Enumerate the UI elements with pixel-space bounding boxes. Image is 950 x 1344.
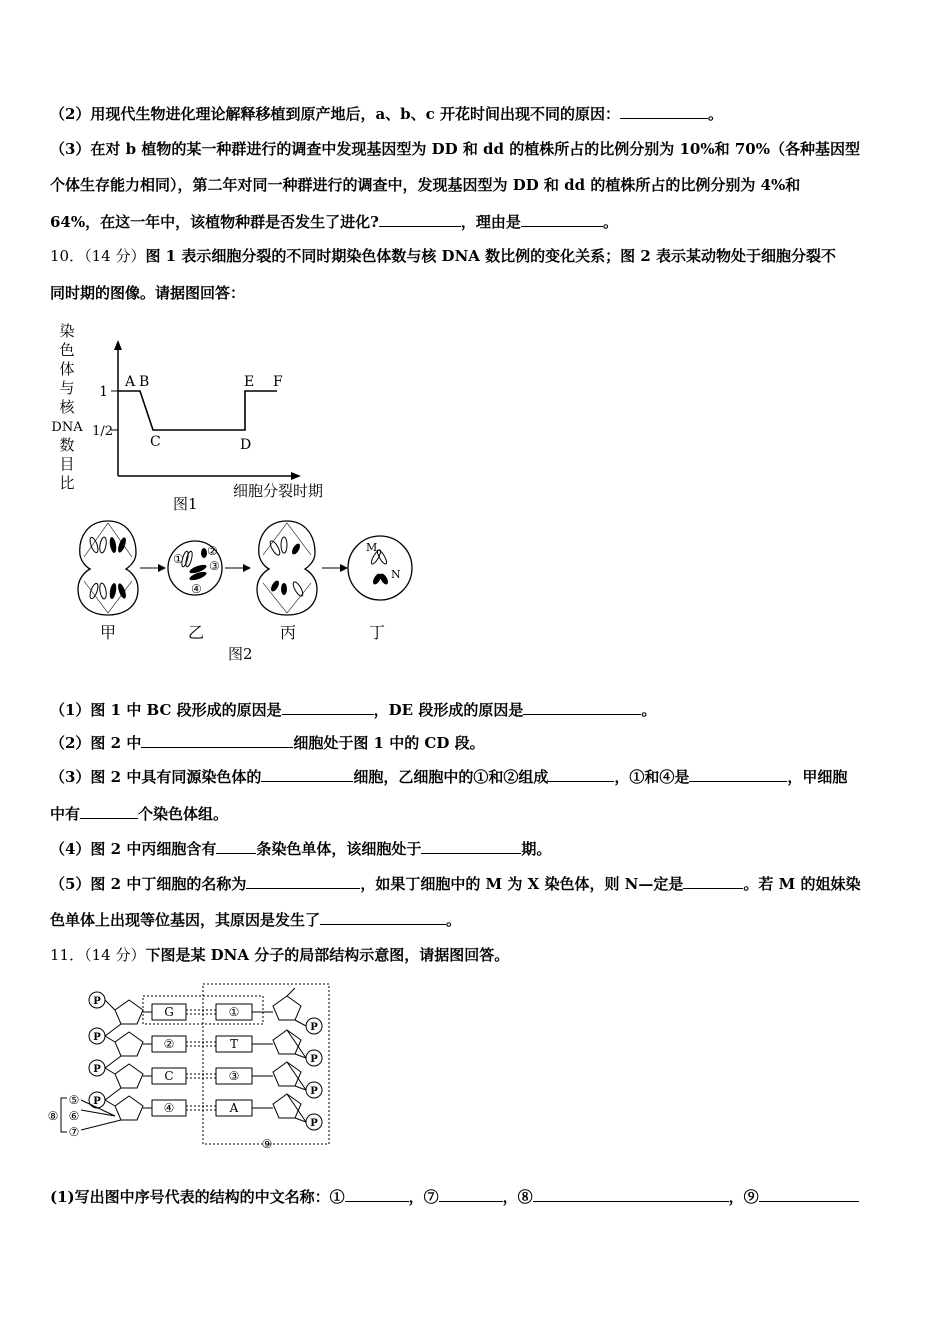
- point-a: A: [125, 374, 136, 390]
- mark-4: ④: [191, 582, 202, 596]
- answer-blank[interactable]: [246, 874, 360, 889]
- sugar: [115, 1064, 143, 1088]
- punct: 。: [446, 911, 462, 929]
- sub-text: 细胞处于图 1 中的 CD 段。: [293, 734, 485, 752]
- p-label: P: [310, 1086, 318, 1097]
- q10-sub2: [50, 733, 485, 753]
- ylabel-char: DNA: [51, 420, 83, 435]
- num-label-5: ⑤: [68, 1093, 80, 1107]
- q9-part3-text: ，理由是: [460, 213, 521, 231]
- answer-blank[interactable]: [620, 104, 708, 119]
- num-label-9: ⑨: [261, 1137, 273, 1151]
- answer-blank[interactable]: [216, 839, 256, 854]
- answer-blank[interactable]: [439, 1187, 503, 1202]
- sub-text: 。若 M 的姐妹染: [743, 875, 861, 893]
- figure-1-caption: 图1: [173, 495, 198, 513]
- q10-stem-line1: [50, 246, 836, 266]
- base-label: T: [229, 1037, 239, 1051]
- answer-blank[interactable]: [683, 874, 743, 889]
- answer-blank[interactable]: [379, 212, 461, 227]
- ylabel-char: 比: [59, 474, 75, 492]
- mark-3: ③: [209, 559, 220, 573]
- sub-text: ，⑦: [408, 1188, 439, 1206]
- ylabel-char: 数: [59, 436, 75, 454]
- q11-sub1: [50, 1187, 859, 1207]
- sub-text: ，甲细胞: [787, 768, 848, 786]
- q9-part3-line2: 个体生存能力相同），第二年对同一种群进行的调查中，发现基因型为 DD 和 dd 的植株所占的比例分别为 4%和: [50, 176, 801, 194]
- sugar: [115, 1096, 143, 1120]
- ratio-line: [118, 391, 277, 430]
- base-label: C: [164, 1069, 174, 1083]
- p-label: P: [93, 1096, 101, 1107]
- q10-sub3-cont: [50, 804, 228, 824]
- sub-text: ，如果丁细胞中的 M 为 X 染色体，则 N—定是: [360, 875, 684, 893]
- cell-bing: [257, 521, 317, 615]
- sub-text: 个染色体组。: [138, 805, 229, 823]
- dna-structure-figure: [45, 978, 335, 1153]
- answer-blank[interactable]: [521, 212, 603, 227]
- cell-ding: [348, 536, 412, 600]
- sugar: [273, 1030, 301, 1054]
- sub-text: （1）图 1 中 BC 段形成的原因是: [50, 701, 282, 719]
- answer-blank[interactable]: [759, 1187, 859, 1202]
- sub-text: 中有: [50, 805, 81, 823]
- cell-label-yi: 乙: [187, 623, 205, 642]
- p-label: P: [310, 1022, 318, 1033]
- point-e: E: [244, 374, 255, 390]
- ylabel-char: 目: [59, 455, 75, 473]
- base-label: G: [164, 1005, 174, 1019]
- mark-2: ②: [207, 544, 218, 558]
- q9-part3-line3: [50, 212, 618, 232]
- q10-sub1: [50, 700, 656, 720]
- question-stem: 下图是某 DNA 分子的局部结构示意图，请据图回答。: [145, 946, 510, 964]
- num-label-6: ⑥: [68, 1109, 80, 1123]
- cell-label-jia: 甲: [99, 623, 117, 642]
- y-tick-1: 1: [99, 384, 108, 400]
- q10-sub5: [50, 874, 860, 894]
- x-axis-arrow: [291, 472, 301, 480]
- q9-part2-text: （2）用现代生物进化理论解释移植到原产地后，a、b、c 开花时间出现不同的原因：: [50, 105, 621, 123]
- cell-yi: [168, 541, 222, 596]
- point-d: D: [240, 437, 252, 453]
- sub-text: 条染色单体，该细胞处于: [256, 840, 422, 858]
- sub-text: 色单体上出现等位基因，其原因是发生了: [50, 911, 321, 929]
- q9-part2: [50, 104, 723, 124]
- base-label: ③: [228, 1069, 240, 1083]
- base-label: ①: [228, 1005, 240, 1019]
- arrow-head: [158, 564, 166, 572]
- answer-blank[interactable]: [141, 733, 293, 748]
- answer-blank[interactable]: [320, 910, 446, 925]
- sub-text: ，⑨: [728, 1188, 759, 1206]
- question-number: 11．: [50, 946, 85, 964]
- label-m: M: [366, 541, 378, 554]
- p-label: P: [93, 1032, 101, 1043]
- point-b: B: [139, 374, 150, 390]
- point-c: C: [150, 434, 161, 450]
- sugar: [115, 1000, 143, 1024]
- q9-part3-line1: （3）在对 b 植物的某一种群进行的调查中发现基因型为 DD 和 dd 的植株所占的比例分别为 10%和 70%（各种基因型: [50, 140, 860, 158]
- ylabel-char: 染: [59, 322, 75, 340]
- sub-text: ，⑧: [502, 1188, 533, 1206]
- mark-1: ①: [173, 552, 184, 566]
- q10-sub4: [50, 839, 551, 859]
- sub-text: （2）图 2 中: [50, 734, 142, 752]
- question-score: （14 分）: [84, 247, 146, 265]
- question-number: 10．: [50, 247, 85, 265]
- sub-text: ，DE 段形成的原因是: [373, 701, 524, 719]
- q10-sub3: [50, 767, 847, 787]
- base-label: ②: [163, 1037, 175, 1051]
- answer-blank[interactable]: [261, 767, 353, 782]
- figure-2-cells: [70, 515, 430, 665]
- x-axis-label: 细胞分裂时期: [233, 482, 324, 500]
- arrow-head: [243, 564, 251, 572]
- p-label: P: [93, 1064, 101, 1075]
- label-n: N: [391, 568, 401, 581]
- question-stem: 图 1 表示细胞分裂的不同时期染色体数与核 DNA 数比例的变化关系；图 2 表示某动物处于细胞分裂不: [145, 247, 837, 265]
- answer-blank[interactable]: [80, 804, 138, 819]
- num-label-7: ⑦: [68, 1125, 80, 1139]
- num-label-8: ⑧: [47, 1109, 59, 1123]
- q11-stem: [50, 945, 509, 965]
- point-f: F: [273, 374, 283, 390]
- cell-label-bing: 丙: [279, 623, 297, 642]
- answer-blank[interactable]: [548, 767, 614, 782]
- p-label: P: [93, 996, 101, 1007]
- cell-jia: [78, 521, 138, 615]
- ylabel-char: 体: [59, 360, 75, 378]
- p-label: P: [310, 1054, 318, 1065]
- sugar: [273, 996, 301, 1020]
- answer-blank[interactable]: [689, 767, 787, 782]
- sub-text: （5）图 2 中丁细胞的名称为: [50, 875, 247, 893]
- sugar: [273, 1062, 301, 1086]
- answer-blank[interactable]: [345, 1187, 409, 1202]
- ylabel-char: 色: [59, 341, 75, 359]
- ylabel-char: 与: [59, 379, 75, 397]
- base-label: A: [229, 1101, 239, 1115]
- sub-text: （4）图 2 中丙细胞含有: [50, 840, 217, 858]
- sub-text: 期。: [521, 840, 552, 858]
- sugar: [115, 1032, 143, 1056]
- sub-text: （3）图 2 中具有同源染色体的: [50, 768, 262, 786]
- sub-text: 细胞，乙细胞中的①和②组成: [353, 768, 549, 786]
- sub-text: (1)写出图中序号代表的结构的中文名称：①: [50, 1188, 345, 1206]
- q10-stem-line2: 同时期的图像。请据图回答：: [50, 284, 246, 302]
- sub-text: ，①和④是: [614, 768, 690, 786]
- punct: 。: [708, 105, 724, 123]
- ylabel-char: 核: [59, 398, 75, 416]
- punct: 。: [641, 701, 657, 719]
- figure-2-caption: 图2: [228, 645, 253, 663]
- question-score: （14 分）: [84, 946, 146, 964]
- p-label: P: [310, 1118, 318, 1129]
- arrow-head: [340, 564, 348, 572]
- y-tick-half: 1/2: [92, 424, 113, 439]
- figure-1-graph: [45, 318, 365, 518]
- answer-blank[interactable]: [421, 839, 521, 854]
- base-label: ④: [163, 1101, 175, 1115]
- y-axis-arrow: [114, 340, 122, 350]
- q9-part3-text: 64%，在这一年中，该植物种群是否发生了进化?: [50, 213, 379, 231]
- sugar: [273, 1094, 301, 1118]
- cell-label-ding: 丁: [368, 623, 386, 642]
- answer-blank[interactable]: [282, 700, 374, 715]
- answer-blank[interactable]: [523, 700, 641, 715]
- punct: 。: [602, 213, 618, 231]
- q10-sub5-cont: [50, 910, 461, 930]
- answer-blank[interactable]: [533, 1187, 729, 1202]
